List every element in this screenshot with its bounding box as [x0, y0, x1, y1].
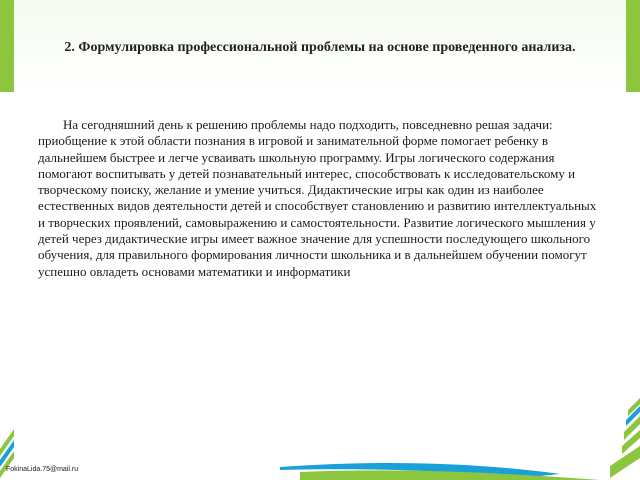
slide-body-text: На сегодняшний день к решению проблемы надо подходить, повседневно решая задачи: приобщение к этой области познания в игровой и занимательной форме помогает ребенку в дальнейшем быстрее и легче усваивать школьную программу. Игры логического содержания помогают воспитывать у детей познавательный интерес, способствовать к исследовательскому и творческому поиску, желание и умение учиться. Дидактические игры как один из наиболее естественных видов деятельности детей и способствует становлению и развитию интеллектуальных и творческих проявлений, самовыражению и самостоятельности. Развитие логического мышления у детей через дидактические игры имеет важное значение для успешности последующего школьного обучения, для правильного формирования личности школьника и в дальнейшем обучении помогут успешно овладеть основами математики и информатики	[38, 117, 597, 279]
bottom-ribbon-green	[300, 470, 600, 480]
slide-title: 2. Формулировка профессиональной проблемы на основе проведенного анализа.	[64, 40, 576, 55]
footer-email: FokinaLida.75@mail.ru	[6, 466, 79, 473]
